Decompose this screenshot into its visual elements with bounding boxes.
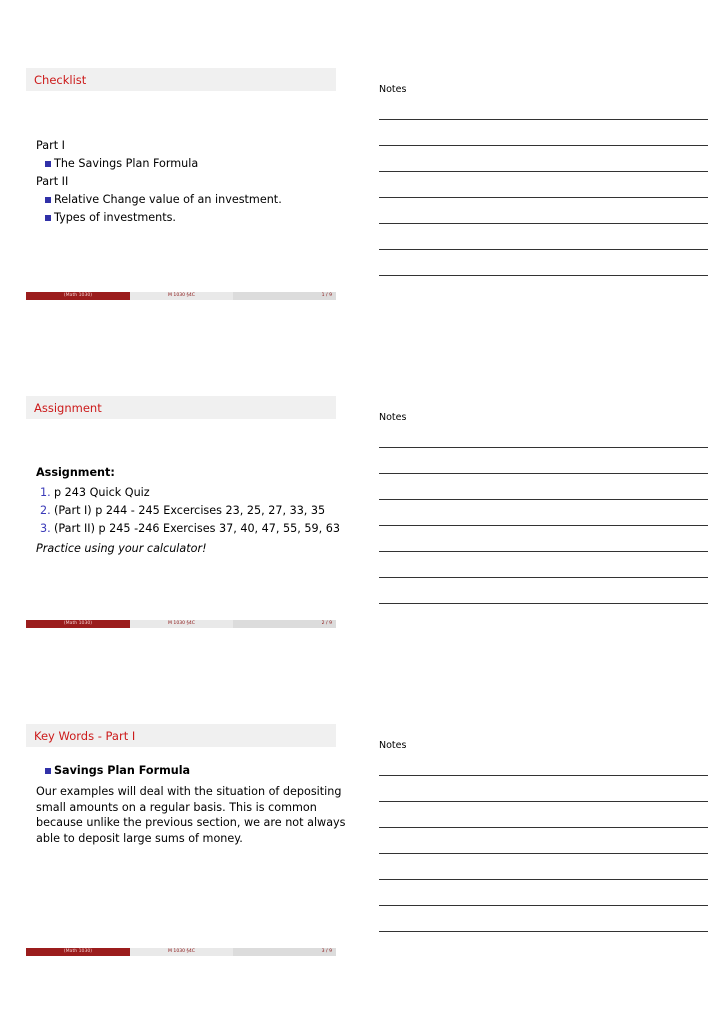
note-line (379, 223, 708, 224)
slide-body (36, 137, 282, 227)
footer-section: M 1030 §4C (130, 620, 233, 628)
paragraph-line: able to deposit large sums of money. (36, 831, 243, 845)
note-line (379, 931, 708, 932)
item-text: (Part II) p 245 -246 Exercises 37, 40, 47, 55, 59, 63 (54, 522, 340, 535)
bullet-square-icon (45, 215, 51, 221)
enumerated-item (36, 484, 340, 502)
item-number: 1. (40, 486, 51, 499)
slide-title: Assignment (34, 401, 102, 415)
footer-author: (Math 1030) (26, 292, 130, 300)
footer-page-number: 1 / 9 (233, 292, 336, 300)
part-heading: Part II (36, 175, 69, 188)
notes-label: Notes (379, 412, 407, 423)
enumerated-item (36, 520, 340, 538)
slide-checklist (26, 68, 336, 300)
note-line (379, 275, 708, 276)
footer-page-number: 3 / 9 (233, 948, 336, 956)
note-line (379, 577, 708, 578)
note-line (379, 197, 708, 198)
practice-note: Practice using your calculator! (36, 542, 207, 555)
key-term: Savings Plan Formula (54, 764, 191, 777)
item-text: (Part I) p 244 - 245 Excercises 23, 25, 27, 33, 35 (54, 504, 326, 517)
footer-section: M 1030 §4C (130, 948, 233, 956)
keywords-paragraph (36, 784, 346, 846)
note-line (379, 879, 708, 880)
slide-title: Checklist (34, 73, 87, 87)
note-line (379, 603, 708, 604)
note-line (379, 525, 708, 526)
paragraph-line: because unlike the previous section, we are not always (36, 816, 346, 829)
assignment-heading: Assignment: (36, 466, 115, 479)
list-item (36, 209, 282, 227)
slide-header (26, 396, 336, 419)
note-line (379, 145, 708, 146)
list-item (36, 191, 282, 209)
bullet-square-icon (45, 197, 51, 203)
slide-title: Key Words - Part I (34, 729, 136, 743)
paragraph-line: Our examples will deal with the situation of depositing (36, 785, 342, 798)
note-line (379, 119, 708, 120)
notes-label: Notes (379, 84, 407, 95)
note-line (379, 801, 708, 802)
bullet-square-icon (45, 768, 51, 774)
item-number: 3. (40, 522, 51, 535)
list-item-text: Types of investments. (54, 211, 176, 224)
slide-header (26, 724, 336, 747)
slide-footer (26, 620, 336, 628)
slide-assignment (26, 396, 340, 628)
note-line (379, 905, 708, 906)
list-item (36, 762, 190, 780)
slide-body (36, 762, 190, 780)
bullet-square-icon (45, 161, 51, 167)
footer-author: (Math 1030) (26, 948, 130, 956)
note-line (379, 827, 708, 828)
list-item (36, 155, 282, 173)
note-line (379, 551, 708, 552)
slide-footer (26, 292, 336, 300)
note-line (379, 853, 708, 854)
list-item-text: Relative Change value of an investment. (54, 193, 282, 206)
part-heading: Part I (36, 139, 65, 152)
paragraph-line: small amounts on a regular basis. This is common (36, 800, 317, 814)
footer-section: M 1030 §4C (130, 292, 233, 300)
note-line (379, 775, 708, 776)
slide-body (36, 464, 340, 558)
enumerated-item (36, 502, 340, 520)
slide-header (26, 68, 336, 91)
footer-author: (Math 1030) (26, 620, 130, 628)
notes-label: Notes (379, 740, 407, 751)
list-item-text: The Savings Plan Formula (54, 157, 199, 170)
note-line (379, 171, 708, 172)
note-line (379, 499, 708, 500)
note-line (379, 473, 708, 474)
footer-page-number: 2 / 9 (233, 620, 336, 628)
note-line (379, 249, 708, 250)
note-line (379, 447, 708, 448)
item-text: p 243 Quick Quiz (54, 486, 150, 499)
item-number: 2. (40, 504, 51, 517)
slide-key-words (26, 724, 346, 956)
slide-footer (26, 948, 336, 956)
